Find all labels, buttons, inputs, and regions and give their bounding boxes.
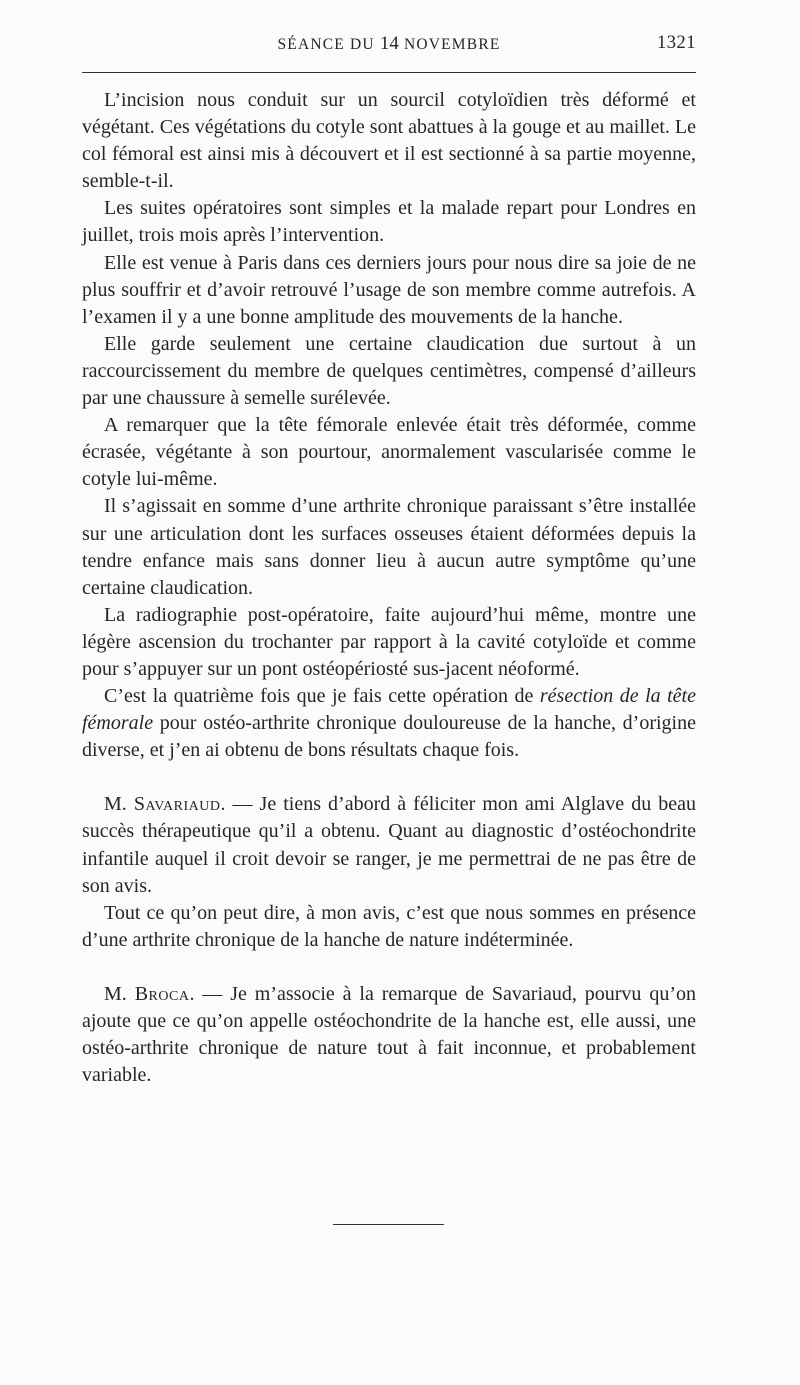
paragraph-text: L’incision nous conduit sur un sourcil cotyloïdien très déformé et végétant. Ces végétations du cotyle sont abattues à la gouge et au maillet. Le col fémoral est ainsi mis à découvert et il est sectionné à sa partie moyenne, semble-t-il.	[82, 89, 696, 193]
paragraph-text: C’est la quatrième fois que je fais cette opération de	[104, 685, 540, 708]
paragraph	[82, 412, 696, 493]
paragraph	[82, 683, 696, 764]
italic-phrase: résection de la tête fémorale	[82, 685, 696, 735]
body-text	[82, 87, 696, 1089]
speaker-name: Broca	[134, 982, 190, 1005]
paragraph	[82, 250, 696, 331]
paragraph	[82, 331, 696, 412]
header-title-prefix: SÉANCE DU	[277, 36, 380, 53]
paragraph	[82, 981, 696, 1089]
paragraph-text: La radiographie post-opératoire, faite aujourd’hui même, montre une légère ascension du trochanter par rapport à la cavité cotyloïde et comme pour s’appuyer sur un pont ostéopériosté sus-jacent néoformé.	[82, 603, 696, 680]
paragraph	[82, 493, 696, 601]
running-header	[82, 33, 696, 57]
paragraph-text: M.	[104, 793, 134, 816]
header-title-suffix: NOVEMBRE	[398, 36, 501, 53]
paragraph-text: Il s’agissait en somme d’une arthrite chronique paraissant s’être installée sur une articulation dont les surfaces osseuses étaient déformées depuis la tendre enfance mais sans donner lieu à aucun autre symptôme qu’une certaine claudication.	[82, 495, 696, 599]
paragraph	[82, 791, 696, 899]
paragraph-text: . — Je m’associe à la remarque de Savariaud, pourvu qu’on ajoute que ce qu’on appelle ostéochondrite de la hanche est, elle aussi, une ostéo-arthrite chronique de nature tout à fait inconnue, et probablement variable.	[82, 982, 696, 1087]
header-rule	[82, 72, 696, 73]
speaker-name: Savariaud	[133, 793, 221, 816]
paragraph-text: Elle est venue à Paris dans ces derniers jours pour nous dire sa joie de ne plus souffrir et d’avoir retrouvé l’usage de son membre comme autrefois. A l’examen il y a une bonne amplitude des mouvements de la hanche.	[82, 251, 696, 328]
paragraph-text: Tout ce qu’on peut dire, à mon avis, c’est que nous sommes en présence d’une arthrite chronique de la hanche de nature indéterminée.	[82, 901, 696, 951]
paragraph	[82, 602, 696, 683]
paragraph-text: A remarquer que la tête fémorale enlevée était très déformée, comme écrasée, végétante à son pourtour, anormalement vascularisée comme le cotyle lui-même.	[82, 414, 696, 491]
paragraph-text: Elle garde seulement une certaine claudication due surtout à un raccourcissement du membre de quelques centimètres, compensé d’ailleurs par une chaussure à semelle surélevée.	[82, 332, 696, 410]
paragraph	[82, 900, 696, 954]
end-rule	[333, 1224, 444, 1225]
paragraph-text: . — Je tiens d’abord à féliciter mon ami Alglave du beau succès thérapeutique qu’il a obtenu. Quant au diagnostic d’ostéochondrite infantile auquel il croit devoir se ranger, je me permettrai de ne pas être de son avis.	[82, 793, 696, 897]
paragraph-text: M.	[104, 982, 135, 1005]
paragraph	[82, 87, 696, 195]
paragraph-text: pour ostéo-arthrite chronique douloureuse de la hanche, d’origine diverse, et j’en ai obtenu de bons résultats chaque fois.	[82, 712, 696, 762]
paragraph	[82, 195, 696, 249]
paragraph-text: Les suites opératoires sont simples et la malade repart pour Londres en juillet, trois mois après l’intervention.	[82, 197, 696, 247]
header-title	[82, 33, 696, 55]
page-number: 1321	[657, 33, 696, 53]
header-title-day: 14	[379, 33, 399, 54]
